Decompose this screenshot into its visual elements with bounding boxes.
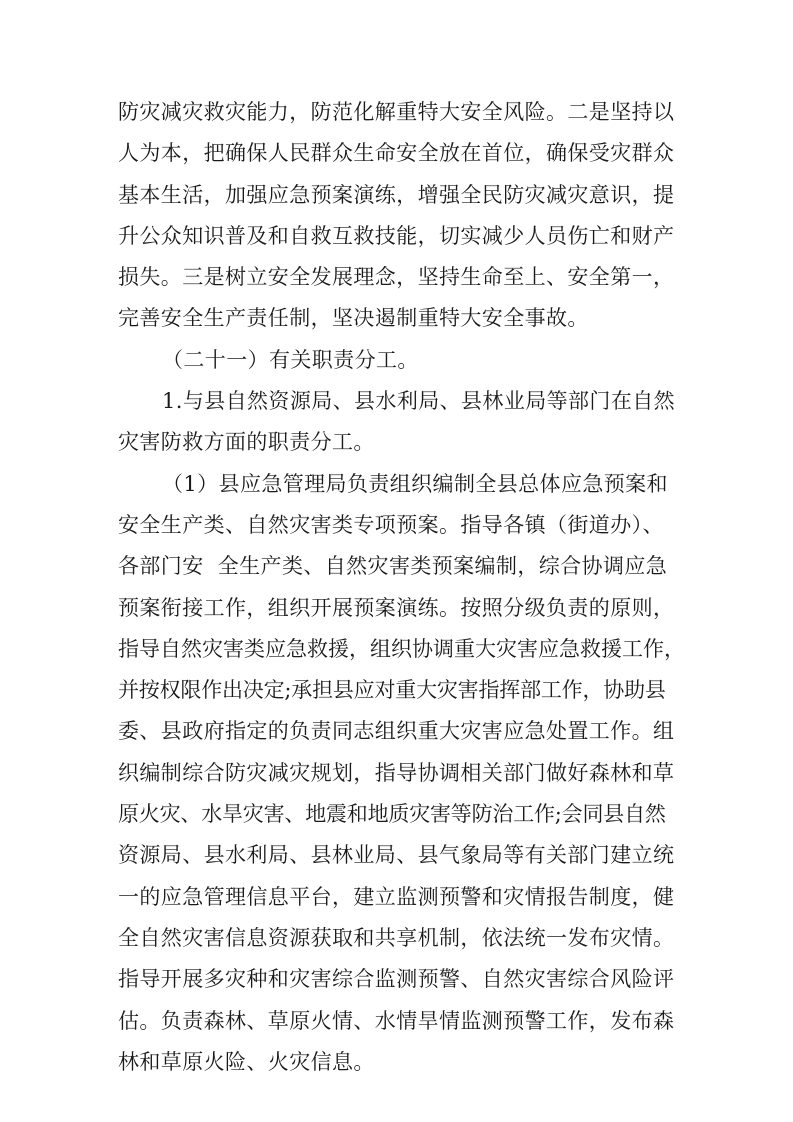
document-page	[118, 92, 688, 1083]
text-line-21: 全自然灾害信息资源获取和共享机制，依法统一发布灾情。	[118, 925, 675, 950]
text-line-5: 损失。三是树立安全发展理念，坚持生命至上、安全第一，	[118, 265, 675, 290]
section-heading: （二十一）有关职责分工。	[162, 347, 419, 372]
text-line-1: 防灾减灾救灾能力，防范化解重特大安全风险。二是坚持以	[118, 100, 675, 124]
text-line-3: 基本生活，加强应急预案演练，增强全民防灾减灾意识，提	[118, 182, 675, 207]
text-line-13: 预案衔接工作，组织开展预案演练。按照分级负责的原则，	[118, 595, 675, 620]
subsection-heading: 1.与县自然资源局、县水利局、县林业局等部门在自然	[162, 389, 676, 414]
text-line-2: 人为本，把确保人民群众生命安全放在首位，确保受灾群众	[118, 141, 675, 166]
text-line-16: 委、县政府指定的负责同志组织重大灾害应急处置工作。组	[118, 719, 675, 744]
text-line-12: 各部门安 全生产类、自然灾害类预案编制，综合协调应急	[118, 554, 668, 579]
text-line-15: 并按权限作出决定;承担县应对重大灾害指挥部工作，协助县	[118, 678, 666, 703]
item-heading: （1）县应急管理局负责组织编制全县总体应急预案和	[162, 471, 668, 496]
text-line-22: 指导开展多灾种和灾害综合监测预警、自然灾害综合风险评	[118, 967, 675, 992]
text-line-24: 林和草原火险、火灾信息。	[118, 1049, 375, 1074]
text-line-20: 一的应急管理信息平台，建立监测预警和灾情报告制度，健	[118, 884, 675, 909]
text-line-11: 安全生产类、自然灾害类专项预案。指导各镇（街道办）、	[118, 512, 664, 537]
text-line-6: 完善安全生产责任制，坚决遏制重特大安全事故。	[118, 306, 589, 331]
text-line-23: 估。负责森林、草原火情、水情旱情监测预警工作，发布森	[118, 1008, 675, 1033]
text-line-17: 织编制综合防灾减灾规划，指导协调相关部门做好森林和草	[118, 760, 675, 785]
text-line-4: 升公众知识普及和自救互救技能，切实减少人员伤亡和财产	[118, 223, 675, 248]
text-line-14: 指导自然灾害类应急救援，组织协调重大灾害应急救援工作，	[118, 636, 685, 661]
text-line-9: 灾害防救方面的职责分工。	[118, 430, 375, 455]
text-line-19: 资源局、县水利局、县林业局、县气象局等有关部门建立统	[118, 843, 675, 868]
text-line-18: 原火灾、水旱灾害、地震和地质灾害等防治工作;会同县自然	[118, 802, 666, 827]
